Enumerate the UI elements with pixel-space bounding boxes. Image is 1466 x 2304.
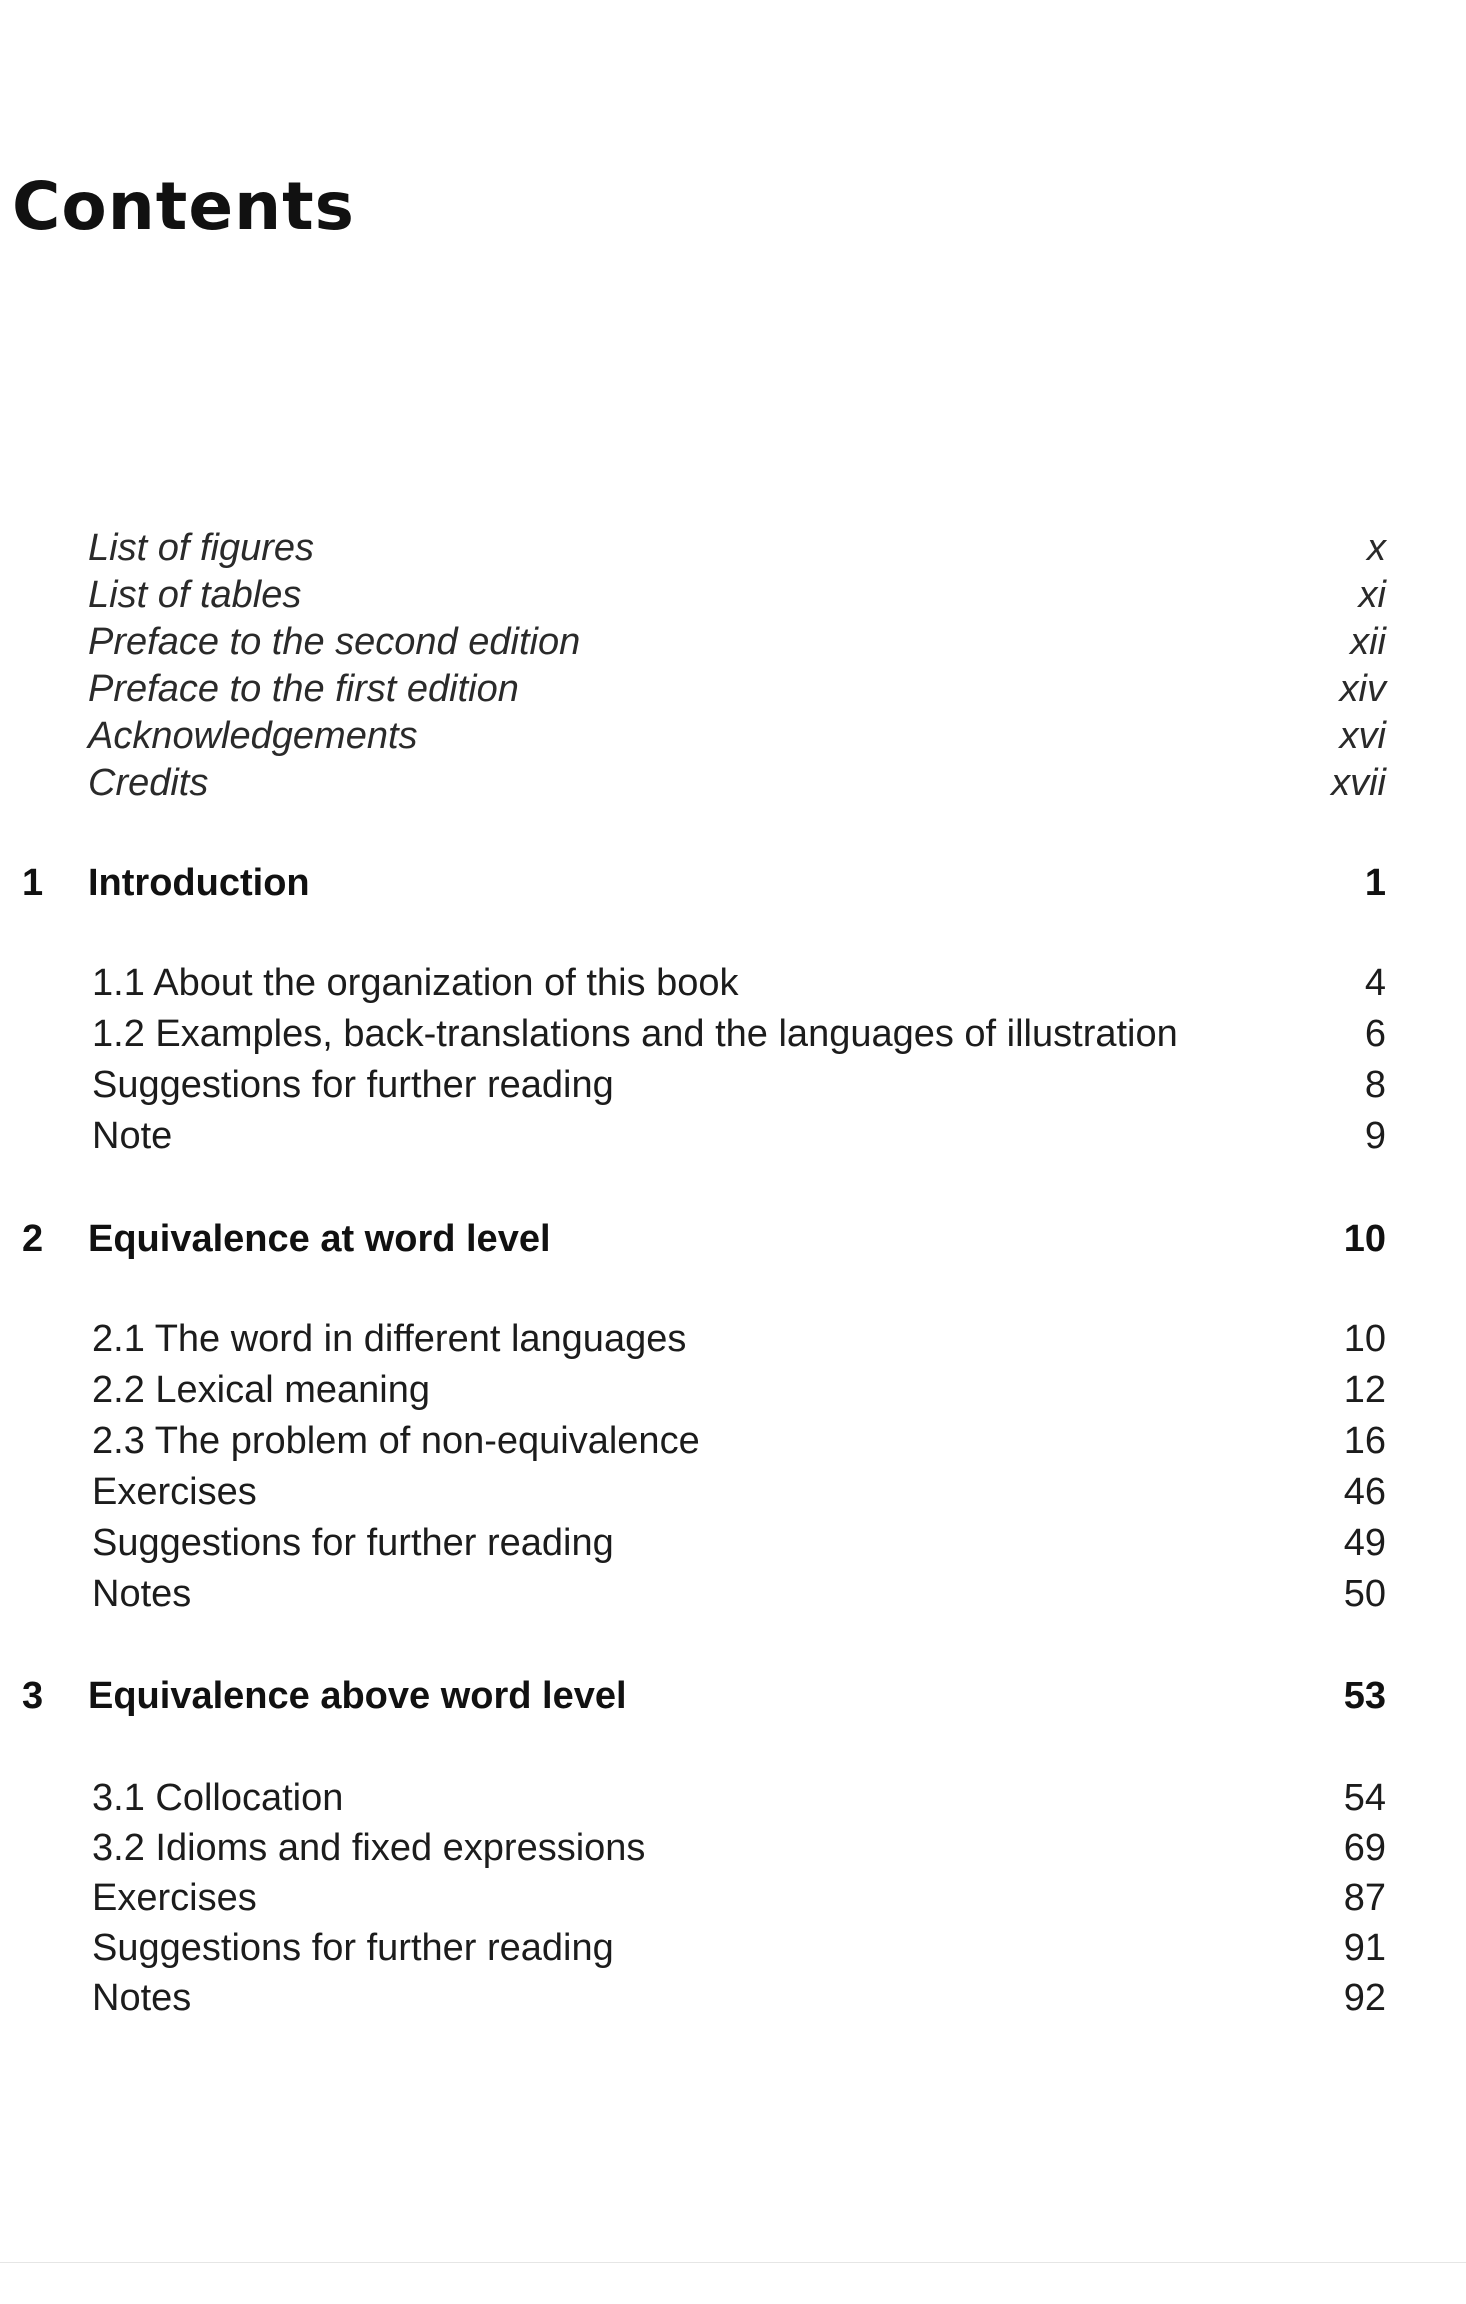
toc-label: Acknowledgements bbox=[88, 714, 418, 757]
page-bottom-rule bbox=[0, 2262, 1466, 2263]
toc-page-number: 54 bbox=[1343, 1776, 1386, 1819]
toc-page-number: xvii bbox=[1331, 761, 1386, 804]
toc-page-number: xiv bbox=[1339, 667, 1386, 710]
toc-page-number: 87 bbox=[1343, 1876, 1386, 1919]
toc-page-number: 50 bbox=[1343, 1572, 1386, 1615]
toc-label: Credits bbox=[88, 761, 209, 804]
toc-section-item[interactable] bbox=[0, 1415, 1466, 1467]
toc-label: 3.1 Collocation bbox=[92, 1776, 344, 1819]
toc-label: Exercises bbox=[92, 1470, 257, 1513]
toc-page-number: 8 bbox=[1364, 1063, 1386, 1106]
toc-label: 2.3 The problem of non-equivalence bbox=[92, 1419, 700, 1462]
toc-section-item[interactable] bbox=[0, 1466, 1466, 1518]
toc-section-item[interactable] bbox=[0, 1568, 1466, 1620]
toc-front-item[interactable] bbox=[0, 616, 1466, 668]
toc-page-number: 69 bbox=[1343, 1826, 1386, 1869]
toc-label: Suggestions for further reading bbox=[92, 1521, 614, 1564]
toc-section-item[interactable] bbox=[0, 1517, 1466, 1569]
toc-section-item[interactable] bbox=[0, 1772, 1466, 1824]
toc-page-number: 92 bbox=[1343, 1976, 1386, 2019]
toc-page-number: 91 bbox=[1343, 1926, 1386, 1969]
toc-page-number: x bbox=[1367, 526, 1386, 569]
toc-label: 2.2 Lexical meaning bbox=[92, 1368, 430, 1411]
toc-chapter-3[interactable] bbox=[0, 1670, 1466, 1722]
toc-label: 2.1 The word in different languages bbox=[92, 1317, 687, 1360]
toc-section-item[interactable] bbox=[0, 1872, 1466, 1924]
toc-front-item[interactable] bbox=[0, 710, 1466, 762]
toc-section-item[interactable] bbox=[0, 1008, 1466, 1060]
toc-chapter-1[interactable] bbox=[0, 857, 1466, 909]
toc-page-number: 10 bbox=[1343, 1317, 1386, 1360]
toc-label: List of tables bbox=[88, 573, 302, 616]
toc-section-item[interactable] bbox=[0, 1364, 1466, 1416]
toc-label: 1.2 Examples, back-translations and the languages of illustration bbox=[92, 1012, 1178, 1055]
toc-section-item[interactable] bbox=[0, 1822, 1466, 1874]
toc-page-number: 53 bbox=[1343, 1674, 1386, 1717]
toc-page-number: 12 bbox=[1343, 1368, 1386, 1411]
toc-label: Note bbox=[92, 1114, 173, 1157]
toc-label: Notes bbox=[92, 1572, 192, 1615]
toc-page-number: 10 bbox=[1343, 1217, 1386, 1260]
toc-label: List of figures bbox=[88, 526, 314, 569]
toc-front-item[interactable] bbox=[0, 569, 1466, 621]
toc-page-number: 9 bbox=[1364, 1114, 1386, 1157]
toc-label: Exercises bbox=[92, 1876, 257, 1919]
chapter-number: 3 bbox=[22, 1674, 44, 1717]
toc-section-item[interactable] bbox=[0, 1059, 1466, 1111]
toc-page-number: 49 bbox=[1343, 1521, 1386, 1564]
toc-label: Suggestions for further reading bbox=[92, 1063, 614, 1106]
toc-chapter-2[interactable] bbox=[0, 1213, 1466, 1265]
toc-front-item[interactable] bbox=[0, 522, 1466, 574]
toc-front-item[interactable] bbox=[0, 663, 1466, 715]
chapter-title: Equivalence above word level bbox=[88, 1674, 627, 1717]
toc-label: 3.2 Idioms and fixed expressions bbox=[92, 1826, 646, 1869]
page-title: Contents bbox=[12, 168, 355, 245]
toc-page-number: xvi bbox=[1339, 714, 1386, 757]
toc-page-number: 46 bbox=[1343, 1470, 1386, 1513]
toc-section-item[interactable] bbox=[0, 1972, 1466, 2024]
toc-page-number: xi bbox=[1358, 573, 1386, 616]
toc-page-number: 16 bbox=[1343, 1419, 1386, 1462]
toc-label: Suggestions for further reading bbox=[92, 1926, 614, 1969]
chapter-title: Equivalence at word level bbox=[88, 1217, 551, 1260]
toc-page-number: 6 bbox=[1364, 1012, 1386, 1055]
chapter-number: 2 bbox=[22, 1217, 44, 1260]
toc-page-number: 1 bbox=[1364, 861, 1386, 904]
toc-section-item[interactable] bbox=[0, 1922, 1466, 1974]
toc-page-number: xii bbox=[1350, 620, 1386, 663]
toc-section-item[interactable] bbox=[0, 1313, 1466, 1365]
toc-section-item[interactable] bbox=[0, 1110, 1466, 1162]
toc-label: 1.1 About the organization of this book bbox=[92, 961, 739, 1004]
chapter-title: Introduction bbox=[88, 861, 310, 904]
chapter-number: 1 bbox=[22, 861, 44, 904]
toc-label: Notes bbox=[92, 1976, 192, 2019]
toc-front-item[interactable] bbox=[0, 757, 1466, 809]
toc-page-number: 4 bbox=[1364, 961, 1386, 1004]
toc-label: Preface to the first edition bbox=[88, 667, 519, 710]
toc-section-item[interactable] bbox=[0, 957, 1466, 1009]
toc-label: Preface to the second edition bbox=[88, 620, 581, 663]
